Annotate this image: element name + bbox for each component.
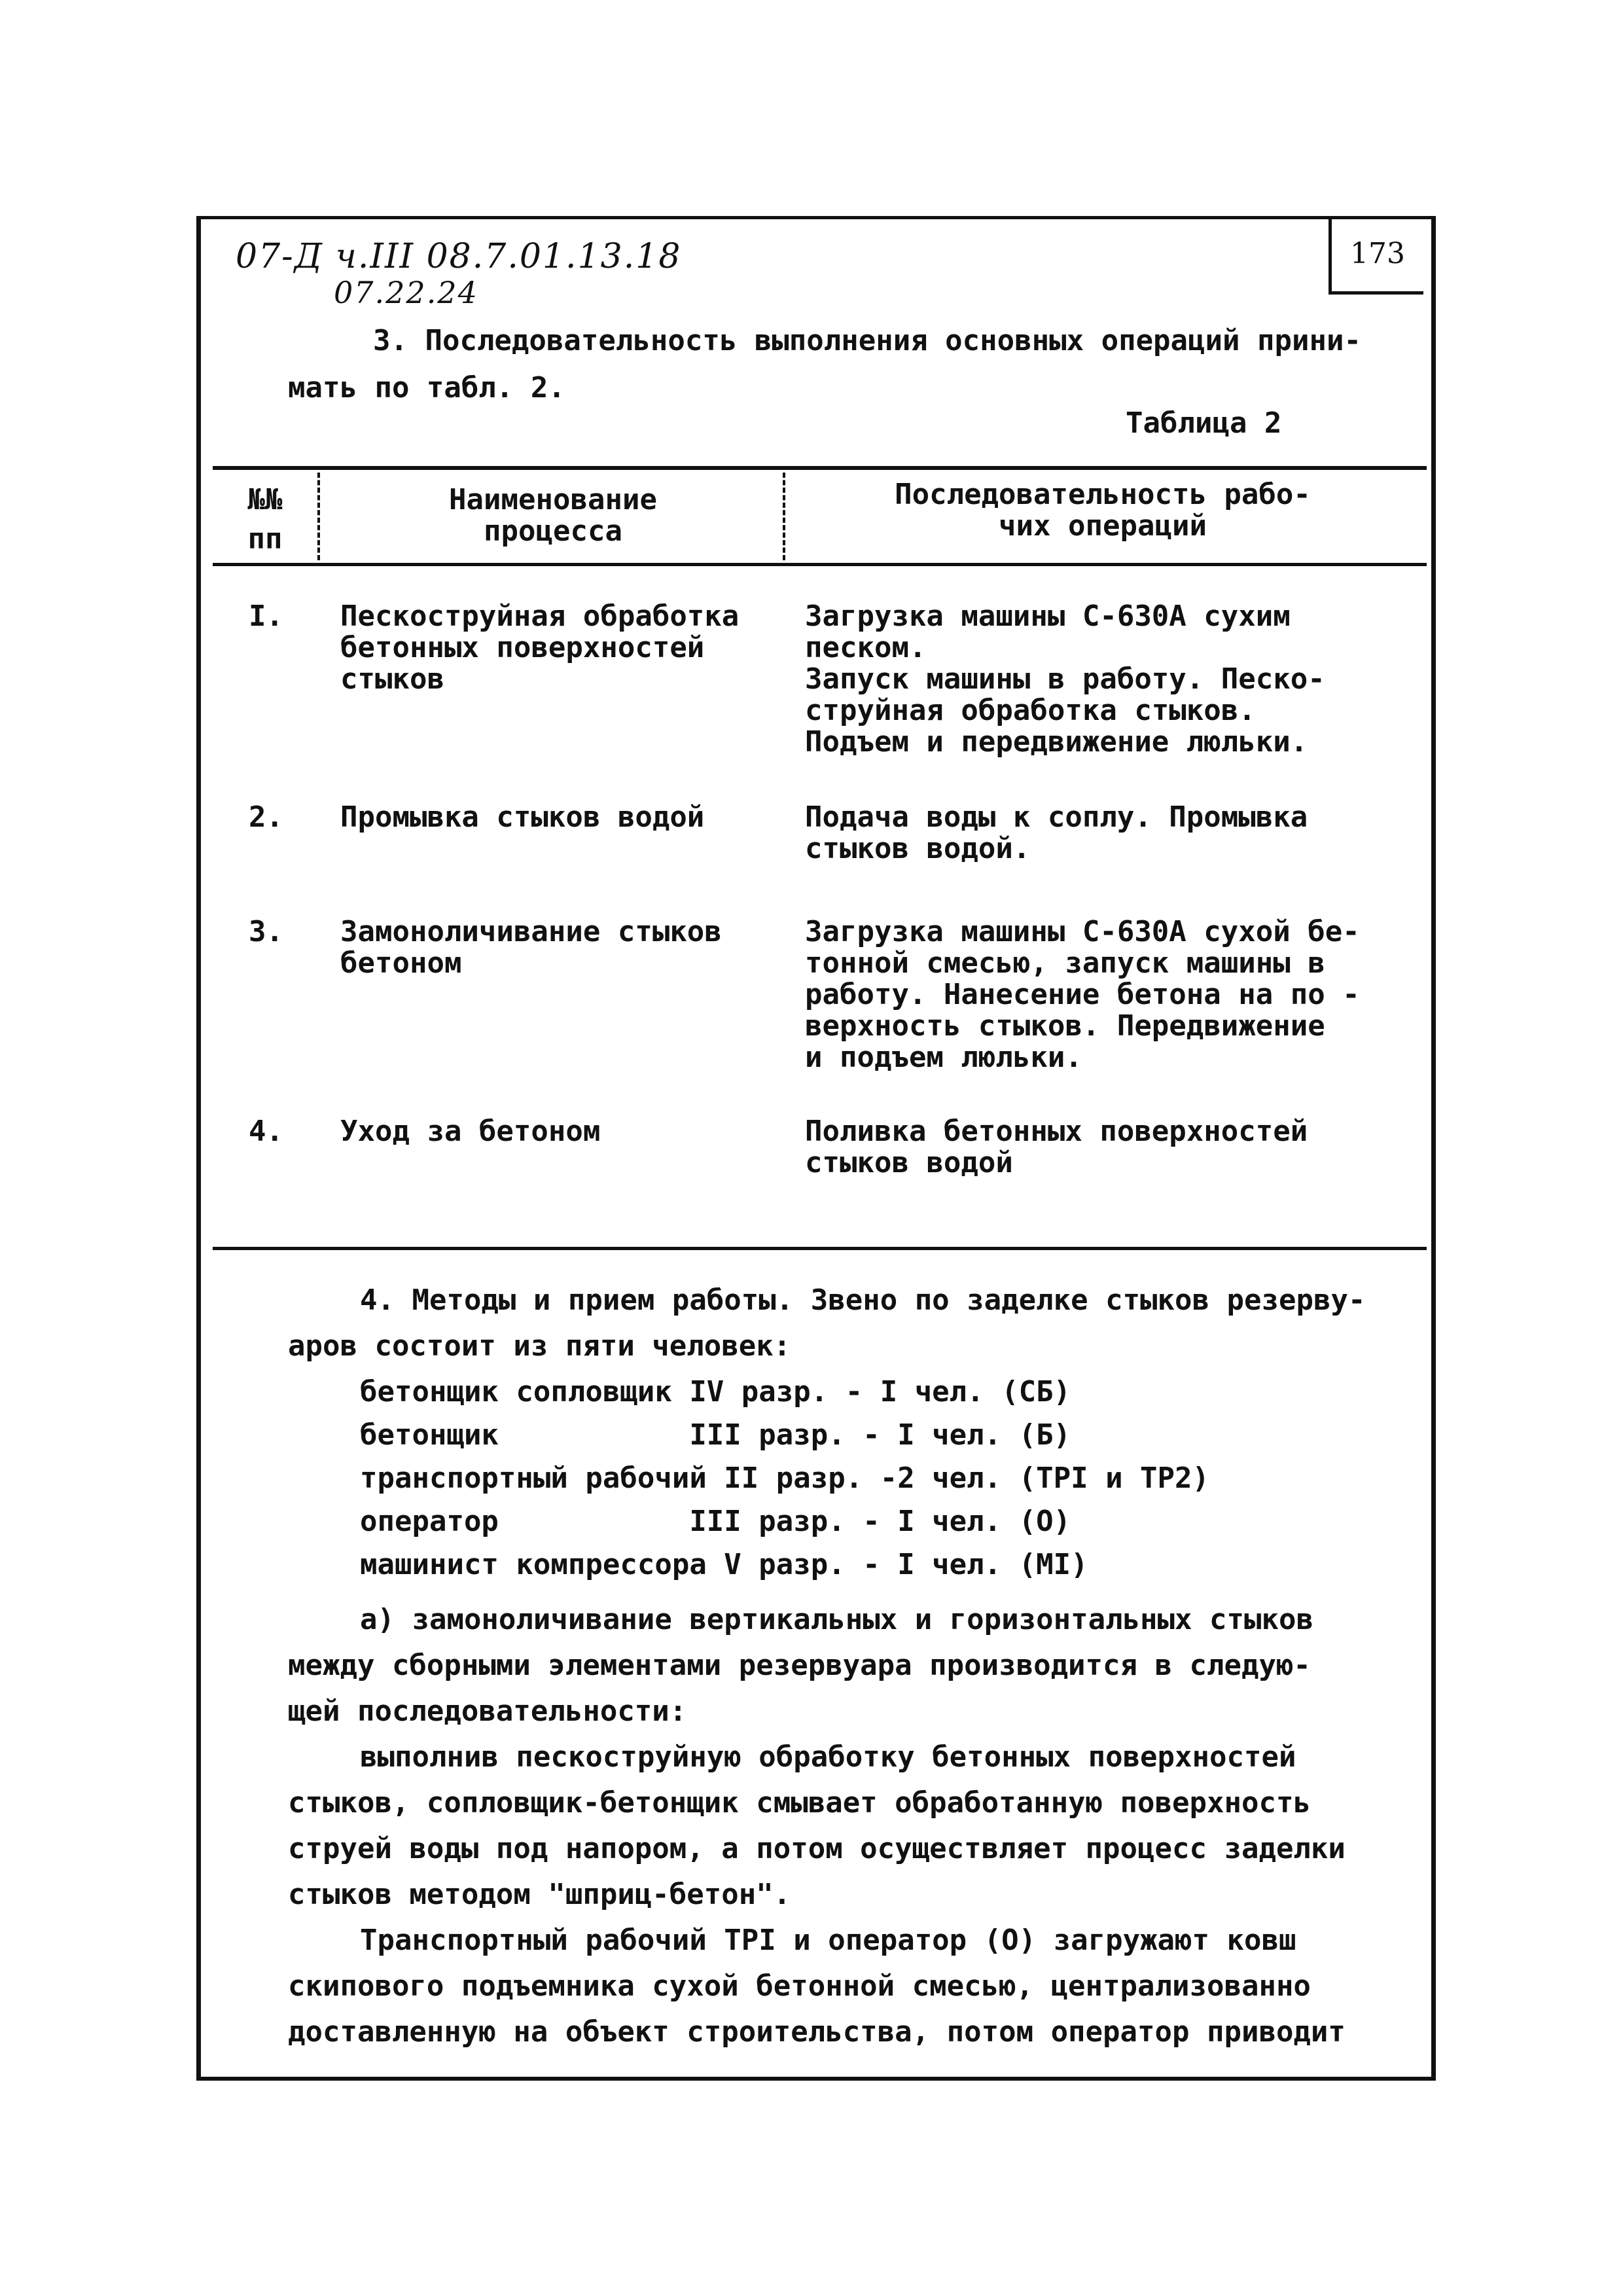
header-ops-line1: Последовательность рабо- [895, 478, 1311, 511]
row-3-name-line2: бетоном [340, 946, 462, 980]
crew-line-3: транспортный рабочий II разр. -2 чел. (ТРI и ТР2) [360, 1462, 1210, 1495]
row-1-ops-line3: Запуск машины в работу. Песко- [805, 662, 1325, 696]
row-4-ops-line1: Поливка бетонных поверхностей [805, 1115, 1308, 1148]
row-4-ops-line2: стыков водой [805, 1146, 1013, 1179]
para-c-line3: доставленную на объект строительства, потом оператор приводит [288, 2015, 1346, 2049]
row-1-name-line3: стыков [340, 662, 444, 696]
row-3-ops-line3: работу. Нанесение бетона на по - [805, 978, 1360, 1011]
row-3-name-line1: Замоноличивание стыков [340, 915, 722, 948]
row-3-num: 3. [249, 915, 283, 948]
crew-line-5: машинист компрессора V разр. - I чел. (МI) [360, 1548, 1088, 1581]
para-c-line1: Транспортный рабочий ТРI и оператор (О) загружают ковш [360, 1924, 1296, 1957]
para-a-line3: щей последовательности: [288, 1695, 687, 1728]
crew-line-2: бетонщик III разр. - I чел. (Б) [360, 1418, 1071, 1452]
row-1-name-line2: бетонных поверхностей [340, 631, 705, 664]
para-c-line2: скипового подъемника сухой бетонной смесью, централизованно [288, 1969, 1311, 2003]
row-1-ops-line1: Загрузка машины С-630А сухим [805, 600, 1291, 633]
row-1-ops-line2: песком. [805, 631, 927, 664]
header-divider-2 [783, 473, 785, 560]
para-b-line3: струей воды под напором, а потом осуществляет процесс заделки [288, 1832, 1346, 1865]
para-b-line4: стыков методом "шприц-бетон". [288, 1878, 791, 1911]
header-name-line1: Наименование [449, 483, 657, 516]
row-3-ops-line1: Загрузка машины С-630А сухой бе- [805, 915, 1360, 948]
para-a-line2: между сборными элементами резервуара производится в следую- [288, 1649, 1311, 1682]
page-number: 173 [1350, 237, 1405, 270]
header-name-line2: процесса [484, 514, 622, 548]
header-num-line2: пп [247, 522, 283, 556]
page-number-box [1329, 216, 1423, 295]
table-top-rule [213, 466, 1427, 470]
table-bottom-rule [213, 1247, 1427, 1250]
row-1-ops-line5: Подъем и передвижение люльки. [805, 725, 1308, 759]
crew-line-1: бетонщик сопловщик IV разр. - I чел. (СБ) [360, 1375, 1071, 1408]
table-header-rule [213, 563, 1427, 566]
section4-line2: аров состоит из пяти человек: [288, 1329, 791, 1363]
intro-line-1: 3. Последовательность выполнения основных операций прини- [373, 324, 1361, 357]
table-caption: Таблица 2 [1126, 406, 1282, 440]
row-2-ops-line2: стыков водой. [805, 832, 1031, 865]
row-1-num: I. [249, 600, 283, 633]
row-3-ops-line4: верхность стыков. Передвижение [805, 1009, 1325, 1043]
row-2-name-line1: Промывка стыков водой [340, 800, 705, 834]
row-1-name-line1: Пескоструйная обработка [340, 600, 740, 633]
row-4-name-line1: Уход за бетоном [340, 1115, 601, 1148]
handwritten-reference-line1: 07-Д ч.III 08.7.01.13.18 [236, 237, 682, 276]
row-1-ops-line4: струйная обработка стыков. [805, 694, 1256, 727]
header-num-line1: №№ [247, 483, 283, 516]
para-b-line2: стыков, сопловщик-бетонщик смывает обработанную поверхность [288, 1786, 1311, 1820]
para-a-line1: а) замоноличивание вертикальных и горизонтальных стыков [360, 1603, 1313, 1636]
row-4-num: 4. [249, 1115, 283, 1148]
row-3-ops-line5: и подъем люльки. [805, 1041, 1082, 1074]
row-2-num: 2. [249, 800, 283, 834]
header-ops-line2: чих операций [999, 509, 1207, 543]
row-3-ops-line2: тонной смесью, запуск машины в [805, 946, 1325, 980]
para-b-line1: выполнив пескоструйную обработку бетонных поверхностей [360, 1740, 1296, 1774]
row-2-ops-line1: Подача воды к соплу. Промывка [805, 800, 1308, 834]
handwritten-reference-line2: 07.22.24 [334, 275, 478, 310]
intro-line-2: мать по табл. 2. [288, 371, 565, 404]
section4-line1: 4. Методы и прием работы. Звено по заделке стыков резерву- [360, 1283, 1366, 1317]
header-divider-1 [317, 473, 320, 560]
crew-line-4: оператор III разр. - I чел. (О) [360, 1505, 1071, 1538]
